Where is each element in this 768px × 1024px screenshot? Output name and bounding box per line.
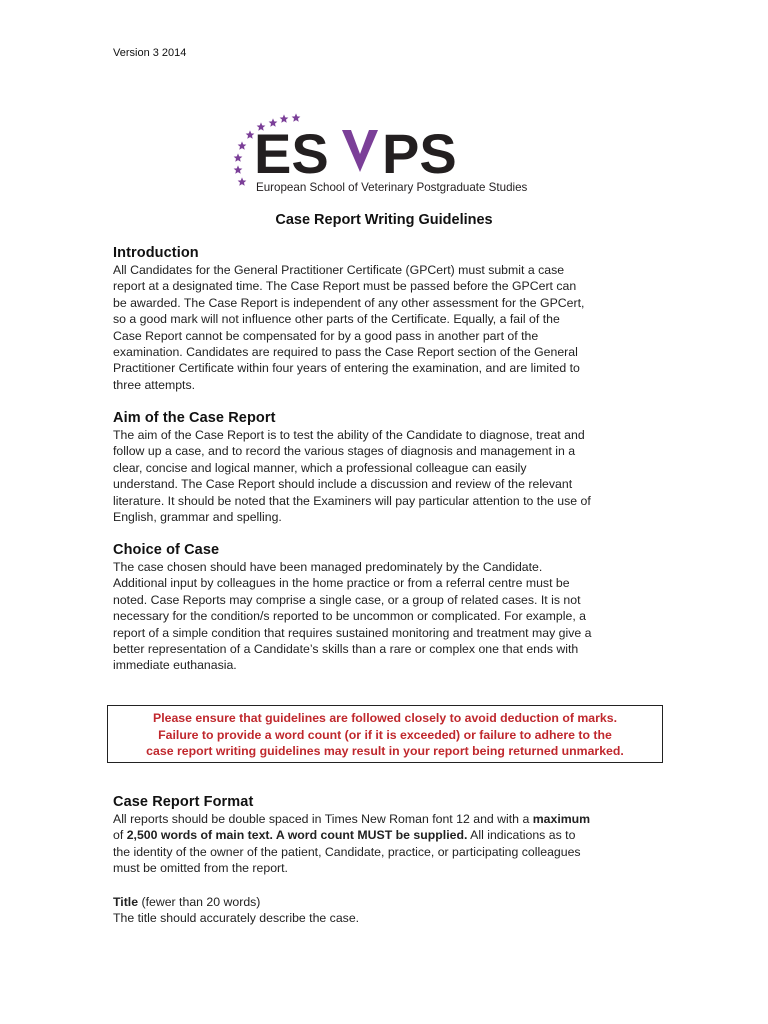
aim-heading: Aim of the Case Report	[113, 410, 276, 426]
aim-body: The aim of the Case Report is to test the ability of the Candidate to diagnose, treat and follow up a case, and to record the various stages of diagnosis and management in a clear, concise and logical manner, which a professional colleague can easily understand. The Case Report should include a discussion and review of the relevant literature. It should be noted that the Examiners will pay particular attention to the use of English, grammar and spelling.	[113, 428, 591, 525]
star-icon	[238, 177, 247, 185]
title-label: Title	[113, 895, 139, 909]
version-label: Version 3 2014	[113, 47, 187, 59]
star-icon	[292, 113, 301, 121]
section-title	[113, 894, 658, 927]
notice-line: case report writing guidelines may result in your report being returned unmarked.	[146, 744, 624, 759]
choice-heading: Choice of Case	[113, 542, 220, 558]
warning-notice-box	[107, 705, 663, 763]
logo-v-icon	[342, 130, 378, 172]
title-description: The title should accurately describe the case.	[113, 911, 360, 926]
document-title: Case Report Writing Guidelines	[275, 212, 493, 228]
section-introduction	[113, 245, 658, 393]
section-choice-of-case	[113, 542, 658, 674]
star-icon	[234, 165, 243, 173]
introduction-heading: Introduction	[113, 245, 199, 261]
title-subheading	[113, 894, 658, 927]
notice-line: Failure to provide a word count (or if it is exceeded) or failure to adhere to the	[158, 727, 612, 742]
introduction-body: All Candidates for the General Practitioner Certificate (GPCert) must submit a case report at a designated time. The Case Report must be passed before the GPCert can be awarded. The Case Report is independent of any other assessment for the GPCert, so a good mark will not influence other parts of the Certificate. Equally, a fail of the Case Report cannot be compensated for by a good pass in another part of the examination. Candidates are required to pass the Case Report section of the General Practitioner Certificate within four years of entering the examination, and are limited to three attempts.	[113, 263, 585, 392]
logo-subtitle: European School of Veterinary Postgraduate Studies	[256, 181, 528, 194]
format-heading: Case Report Format	[113, 794, 254, 810]
esvps-logo	[226, 110, 546, 200]
section-case-report-format	[113, 794, 658, 877]
choice-body: The case chosen should have been managed predominately by the Candidate. Additional input by colleagues in the home practice or from a referral centre must be noted. Case Reports may comprise a single case, or a group of related cases. It is not necessary for the condition/s reported to be uncommon or complicated. For example, a report of a simple condition that requires sustained monitoring and treatment may give a better representation of a Candidate’s skills than a rare or complex one that ends with immediate euthanasia.	[113, 560, 592, 673]
logo-ps: PS	[382, 122, 457, 185]
logo-es: ES	[254, 122, 329, 185]
star-icon	[234, 153, 243, 161]
title-note: (fewer than 20 words)	[138, 895, 261, 909]
esvps-logo-graphic	[226, 110, 546, 200]
notice-line: Please ensure that guidelines are followed closely to avoid deduction of marks.	[153, 711, 617, 725]
format-body: All reports should be double spaced in Times New Roman font 12 and with a maximum of 2,500 words of main text. A word count MUST be supplied. All indications as to the identity of the owner of the patient, Candidate, practice, or participating colleagues must be omitted from the report.	[113, 812, 591, 876]
section-aim	[113, 410, 658, 525]
star-icon	[238, 141, 247, 149]
